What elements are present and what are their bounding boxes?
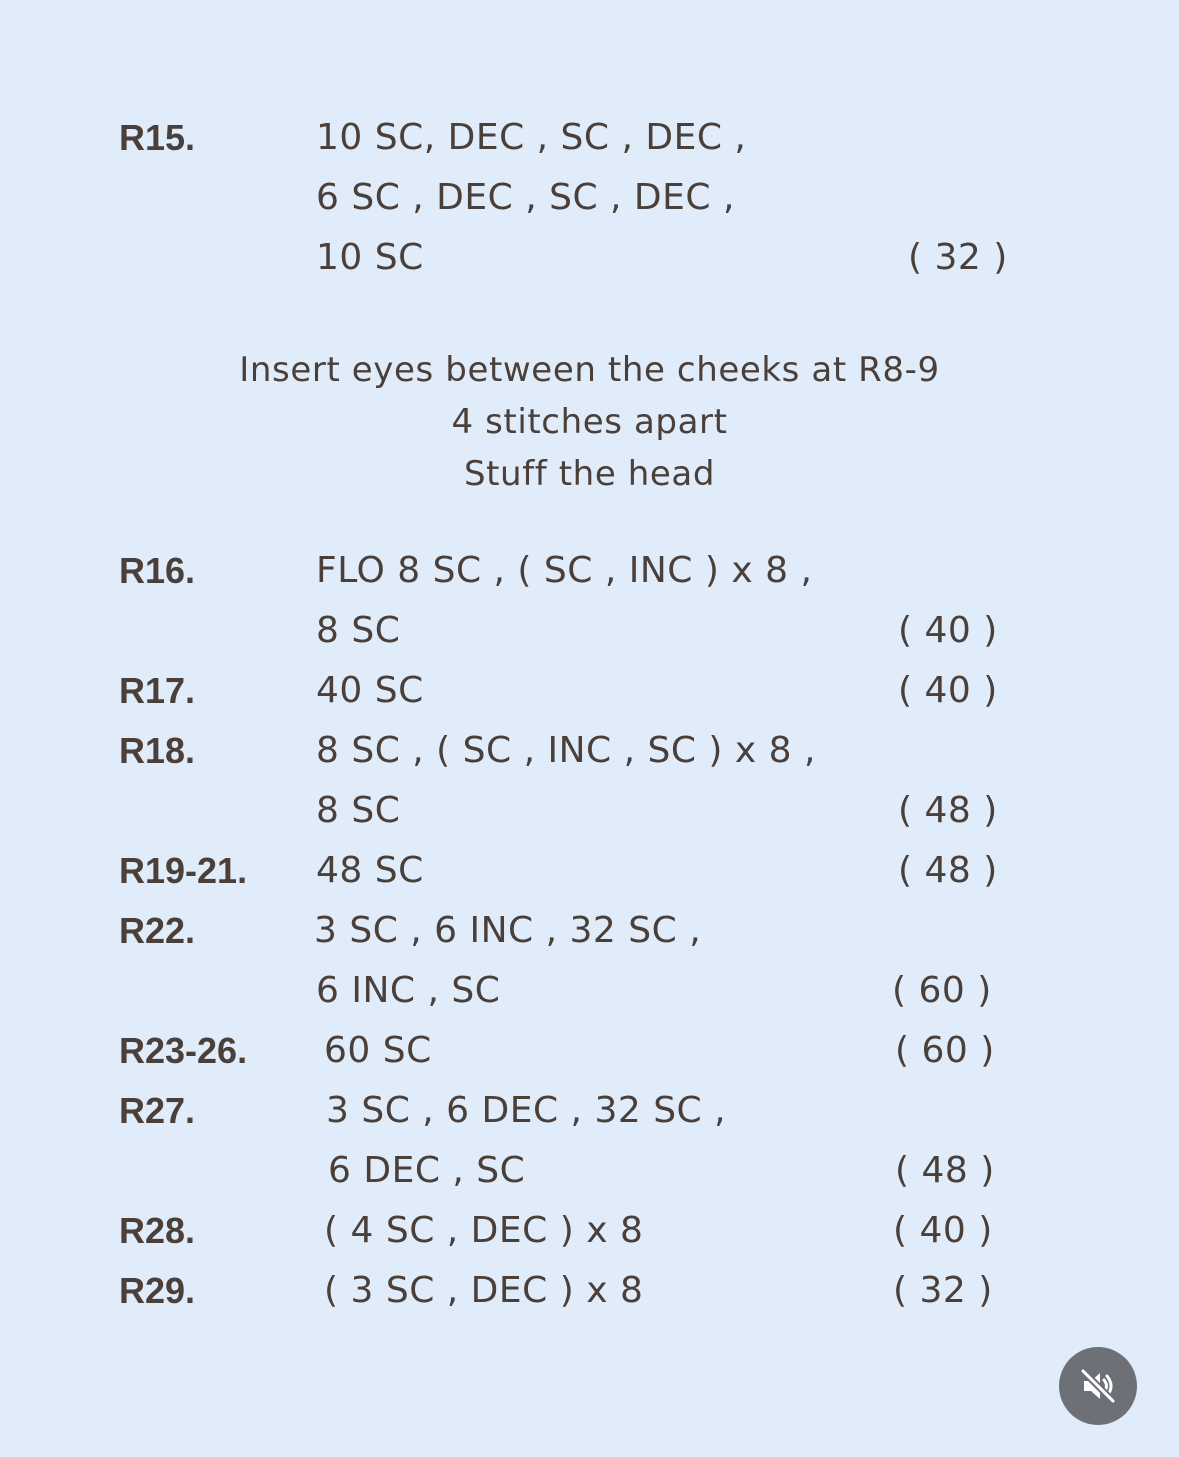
row-instruction: 10 SC	[316, 237, 424, 278]
row-stitch-count: ( 32 )	[893, 1270, 993, 1311]
row-stitch-count: ( 48 )	[895, 1150, 995, 1191]
pattern-row-r16-end	[0, 601, 1179, 661]
pattern-row-r15-end	[0, 228, 1179, 288]
row-label: R28.	[119, 1210, 196, 1251]
row-label: R15.	[119, 117, 196, 158]
pattern-row-r27	[0, 1081, 1179, 1141]
pattern-row-r22	[0, 901, 1179, 961]
row-label: R29.	[119, 1270, 196, 1311]
row-label: R22.	[119, 910, 196, 951]
row-instruction: 3 SC , 6 INC , 32 SC ,	[314, 910, 702, 951]
row-label: R27.	[119, 1090, 196, 1131]
mute-button[interactable]	[1059, 1347, 1137, 1425]
note-line-3: Stuff the head	[463, 454, 716, 494]
pattern-row-r23-26	[0, 1021, 1179, 1081]
row-stitch-count: ( 32 )	[908, 237, 1008, 278]
pattern-row-r18	[0, 721, 1179, 781]
row-instruction: 8 SC , ( SC , INC , SC ) x 8 ,	[316, 730, 816, 771]
pattern-row-r28	[0, 1201, 1179, 1261]
row-instruction: 40 SC	[316, 670, 424, 711]
row-instruction: 8 SC	[316, 790, 401, 831]
pattern-row-r16	[0, 541, 1179, 601]
pattern-row-r22-end	[0, 961, 1179, 1021]
row-label: R19-21.	[119, 850, 248, 891]
row-instruction: 3 SC , 6 DEC , 32 SC ,	[326, 1090, 727, 1131]
row-instruction: 60 SC	[324, 1030, 432, 1071]
pattern-row-r27-end	[0, 1141, 1179, 1201]
row-instruction: ( 3 SC , DEC ) x 8	[324, 1270, 644, 1311]
row-instruction: FLO 8 SC , ( SC , INC ) x 8 ,	[316, 550, 813, 591]
row-stitch-count: ( 40 )	[898, 610, 998, 651]
pattern-row-r17	[0, 661, 1179, 721]
row-label: R18.	[119, 730, 196, 771]
speaker-muted-icon	[1078, 1366, 1118, 1406]
row-label: R17.	[119, 670, 196, 711]
note-line-1: Insert eyes between the cheeks at R8-9	[239, 350, 940, 390]
row-label: R23-26.	[119, 1030, 248, 1071]
row-instruction: 6 DEC , SC	[328, 1150, 526, 1191]
row-stitch-count: ( 48 )	[898, 850, 998, 891]
row-stitch-count: ( 48 )	[898, 790, 998, 831]
pattern-row-r19-21	[0, 841, 1179, 901]
row-instruction: 10 SC, DEC , SC , DEC ,	[316, 117, 747, 158]
pattern-row-r15-cont	[0, 168, 1179, 228]
row-label: R16.	[119, 550, 196, 591]
pattern-row-r18-end	[0, 781, 1179, 841]
row-stitch-count: ( 60 )	[895, 1030, 995, 1071]
row-instruction: 6 SC , DEC , SC , DEC ,	[316, 177, 735, 218]
row-stitch-count: ( 40 )	[898, 670, 998, 711]
pattern-row-r29	[0, 1261, 1179, 1321]
row-stitch-count: ( 40 )	[893, 1210, 993, 1251]
row-instruction: 6 INC , SC	[316, 970, 501, 1011]
row-instruction: 8 SC	[316, 610, 401, 651]
row-stitch-count: ( 60 )	[892, 970, 992, 1011]
pattern-row-r15	[0, 108, 1179, 168]
row-instruction: ( 4 SC , DEC ) x 8	[324, 1210, 644, 1251]
note-line-2: 4 stitches apart	[451, 402, 728, 442]
row-instruction: 48 SC	[316, 850, 424, 891]
